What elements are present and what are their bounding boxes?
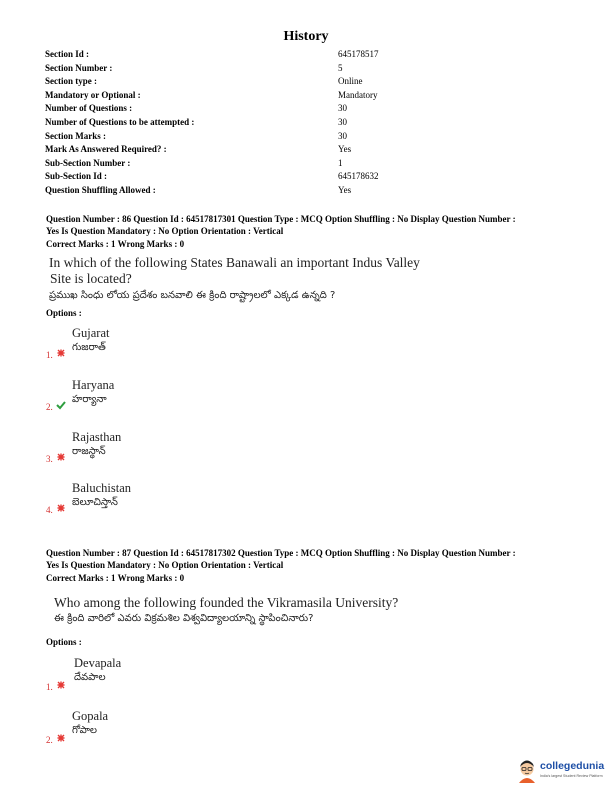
question-header-line: Yes Is Question Mandatory : No Option Orientation : Vertical [46,559,284,570]
option-baluchistan[interactable] [46,481,346,529]
option-text-en: Haryana [72,378,115,392]
info-value: Yes [338,184,352,195]
info-label: Question Shuffling Allowed : [45,184,156,195]
option-text-en: Baluchistan [72,481,132,495]
checkmark-icon [56,400,66,410]
info-label: Mandatory or Optional : [45,89,141,100]
info-row [45,116,445,130]
question-86 [46,214,586,524]
option-gopala[interactable] [46,709,346,757]
option-text-te: బెలూచిస్తాన్ [72,497,118,508]
option-text-en: Gujarat [72,326,110,340]
info-row [45,89,445,103]
question-text-te: ఈ క్రింది వారిలో ఎవరు విక్రమశిల విశ్వవిద్యాలయాన్ని స్థాపించినారు? [54,613,314,624]
collegedunia-logo [516,756,608,786]
option-haryana[interactable] [46,378,346,426]
cross-icon [56,452,66,462]
info-value: 645178517 [338,49,379,59]
option-text-te: దేవపాల [74,672,106,683]
option-text-en: Rajasthan [72,430,122,444]
info-row [45,143,445,157]
info-value: 30 [338,130,347,141]
info-label: Section Marks : [45,130,106,141]
question-header [46,214,586,237]
info-value: 1 [338,157,343,168]
option-text-en: Gopala [72,709,109,723]
option-number: 2. [46,402,53,412]
info-row [45,130,445,144]
info-value: 5 [338,62,343,73]
info-label: Section Id : [45,49,90,59]
info-value: 30 [338,103,347,114]
info-row [45,62,445,76]
info-label: Sub-Section Id : [45,171,108,182]
option-text-te: గుజరాత్ [72,342,106,353]
option-text-te: రాజస్థాన్ [72,446,106,457]
question-header-line: Yes Is Question Mandatory : No Option Orientation : Vertical [46,225,284,236]
student-avatar-icon [516,758,538,784]
info-value: Yes [338,144,352,155]
options-label: Options : [46,637,82,647]
section-info-table [45,48,445,198]
option-number: 3. [46,454,53,464]
info-label: Sub-Section Number : [45,157,131,168]
question-87 [46,548,586,758]
info-row [45,102,445,116]
info-value: 30 [338,116,347,127]
question-text-en: Site is located? [50,271,132,286]
info-row [45,48,445,62]
cross-icon [56,733,66,743]
option-rajasthan[interactable] [46,430,346,478]
question-marks: Correct Marks : 1 Wrong Marks : 0 [46,239,185,249]
option-devapala[interactable] [46,656,346,704]
question-header [46,548,586,571]
page-title: History [283,29,329,44]
cross-icon [56,680,66,690]
cross-icon [56,348,66,358]
option-number: 1. [46,682,53,692]
info-label: Section type : [45,76,97,87]
info-label: Number of Questions : [45,103,133,114]
option-gujarat[interactable] [46,326,346,374]
option-number: 4. [46,505,53,515]
option-number: 2. [46,735,53,745]
logo-name: collegedunia [540,760,605,772]
cross-icon [56,503,66,513]
info-label: Section Number : [45,62,113,73]
option-number: 1. [46,350,53,360]
info-label: Number of Questions to be attempted : [45,116,195,127]
question-header-line: Question Number : 87 Question Id : 64517817302 Question Type : MCQ Option Shuffling : No Display Question Number : [46,548,516,558]
info-row [45,184,445,198]
option-text-te: గోపాల [72,725,97,736]
option-text-en: Devapala [74,656,122,670]
question-header-line: Question Number : 86 Question Id : 64517817301 Question Type : MCQ Option Shuffling : No Display Question Number : [46,214,516,224]
question-marks: Correct Marks : 1 Wrong Marks : 0 [46,573,185,583]
options-label: Options : [46,308,82,318]
info-row [45,157,445,171]
option-text-te: హర్యానా [72,394,107,405]
question-text-te: ప్రముఖ సింధు లోయ ప్రదేశం బనవాలి ఈ క్రింది రాష్ట్రాలలో ఎక్కడ ఉన్నది ? [49,290,336,301]
info-label: Mark As Answered Required? : [45,144,167,155]
info-value: Online [338,76,363,87]
question-text-en: Who among the following founded the Vikramasila University? [54,595,399,610]
info-value: 645178632 [338,171,379,182]
question-text-en: In which of the following States Banawali an important Indus Valley [49,255,420,270]
logo-tagline: India's largest Student Review Platform [540,774,603,778]
info-row [45,170,445,184]
info-value: Mandatory [338,89,378,100]
info-row [45,75,445,89]
